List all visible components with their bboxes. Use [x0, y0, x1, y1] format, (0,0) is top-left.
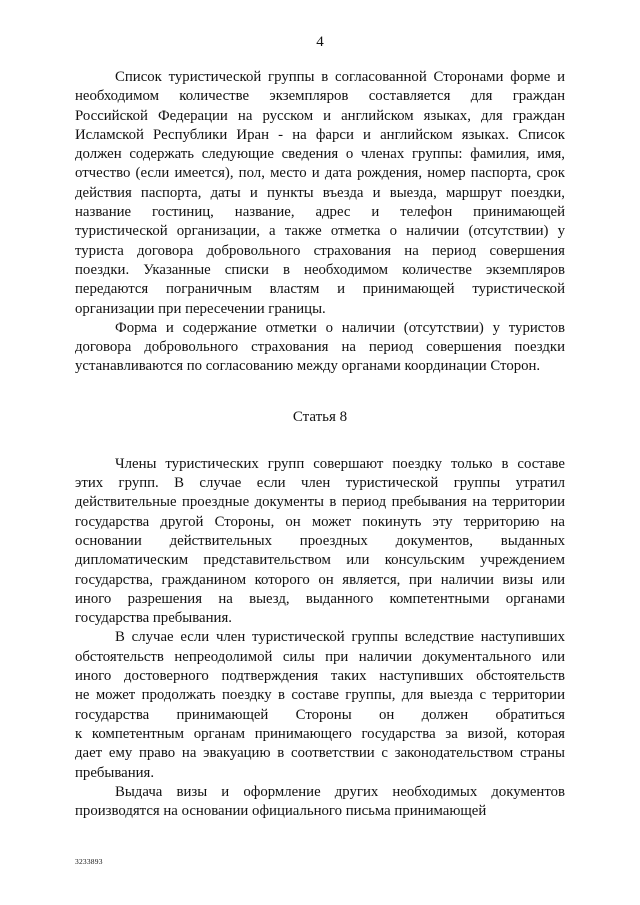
text-line: договора добровольного страхования на период совершения поездки: [75, 339, 565, 356]
text-line: Исламской Республики Иран - на фарси и английском языках. Список: [75, 126, 565, 143]
text-line: не может продолжать поездку в составе группы, для выезда с территории: [75, 687, 565, 704]
text-line: отчество (если имеется), пол, место и дата рождения, номер паспорта, срок: [75, 165, 565, 182]
text-line: передаются пограничным властям и принимающей туристической: [75, 281, 565, 298]
text-line: этих групп. В случае если член туристической группы утратил: [75, 475, 565, 492]
text-line: к компетентным органам принимающего государства за визой, которая: [75, 725, 565, 742]
text-line: действия паспорта, даты и пункты въезда и выезда, маршрут поездки,: [75, 184, 565, 201]
text-line: Форма и содержание отметки о наличии (отсутствии) у туристов: [115, 319, 565, 336]
text-line: дает ему право на эвакуацию в соответствии с законодательством страны: [75, 745, 565, 762]
text-line: действительные проездные документы в период пребывания на территории: [75, 494, 565, 511]
page-number: 4: [316, 34, 324, 50]
text-line: Выдача визы и оформление других необходимых документов: [115, 783, 565, 800]
text-line: необходимом количестве экземпляров составляется для граждан: [75, 88, 565, 105]
paragraph: [75, 628, 565, 782]
text-line: Члены туристических групп совершают поездку только в составе: [115, 455, 565, 472]
article-heading: Статья 8: [292, 408, 348, 425]
text-line: иного разрешения на выезд, выданного компетентными органами: [75, 590, 565, 607]
text-line: название гостиниц, название, адрес и телефон принимающей: [75, 204, 565, 221]
text-line: устанавливаются по согласованию между органами координации Сторон.: [75, 358, 541, 375]
text-line: государства принимающей Стороны он должен обратиться: [75, 706, 565, 723]
document-code: 3233893: [75, 857, 103, 866]
text-line: производятся на основании официального письма принимающей: [75, 803, 487, 820]
text-line: В случае если член туристической группы вследствие наступивших: [115, 629, 565, 646]
text-line: туриста договора добровольного страхования на период совершения: [75, 242, 565, 259]
document-body: [75, 68, 565, 821]
text-line: должен содержать следующие сведения о членах группы: фамилия, имя,: [75, 146, 565, 163]
text-line: обстоятельств непреодолимой силы при наличии документального или: [75, 648, 565, 665]
paragraph: [75, 455, 565, 629]
text-line: государства, гражданином которого он является, при наличии визы или: [75, 571, 565, 588]
section-before-heading: [75, 68, 565, 377]
section-after-heading: [75, 455, 565, 822]
paragraph: [75, 319, 565, 377]
text-line: основании действительных проездных документов, выданных: [75, 532, 565, 549]
text-line: поездки. Указанные списки в необходимом количестве экземпляров: [75, 261, 565, 278]
text-line: государства другой Стороны, он может покинуть эту территорию на: [75, 513, 565, 530]
paragraph: [75, 783, 565, 822]
paragraph: [75, 68, 565, 319]
text-line: Российской Федерации на русском и английском языках, для граждан: [75, 107, 565, 124]
text-line: Список туристической группы в согласованной Сторонами форме и: [115, 69, 565, 85]
text-line: организации при пересечении границы.: [75, 300, 326, 317]
text-line: туристической организации, а также отметка о наличии (отсутствии) у: [75, 223, 565, 240]
text-line: дипломатическим представительством или консульским учреждением: [75, 552, 565, 569]
text-line: государства пребывания.: [75, 610, 232, 627]
text-line: иного достоверного подтверждения таких наступивших обстоятельств: [75, 668, 565, 685]
text-line: пребывания.: [75, 764, 155, 781]
